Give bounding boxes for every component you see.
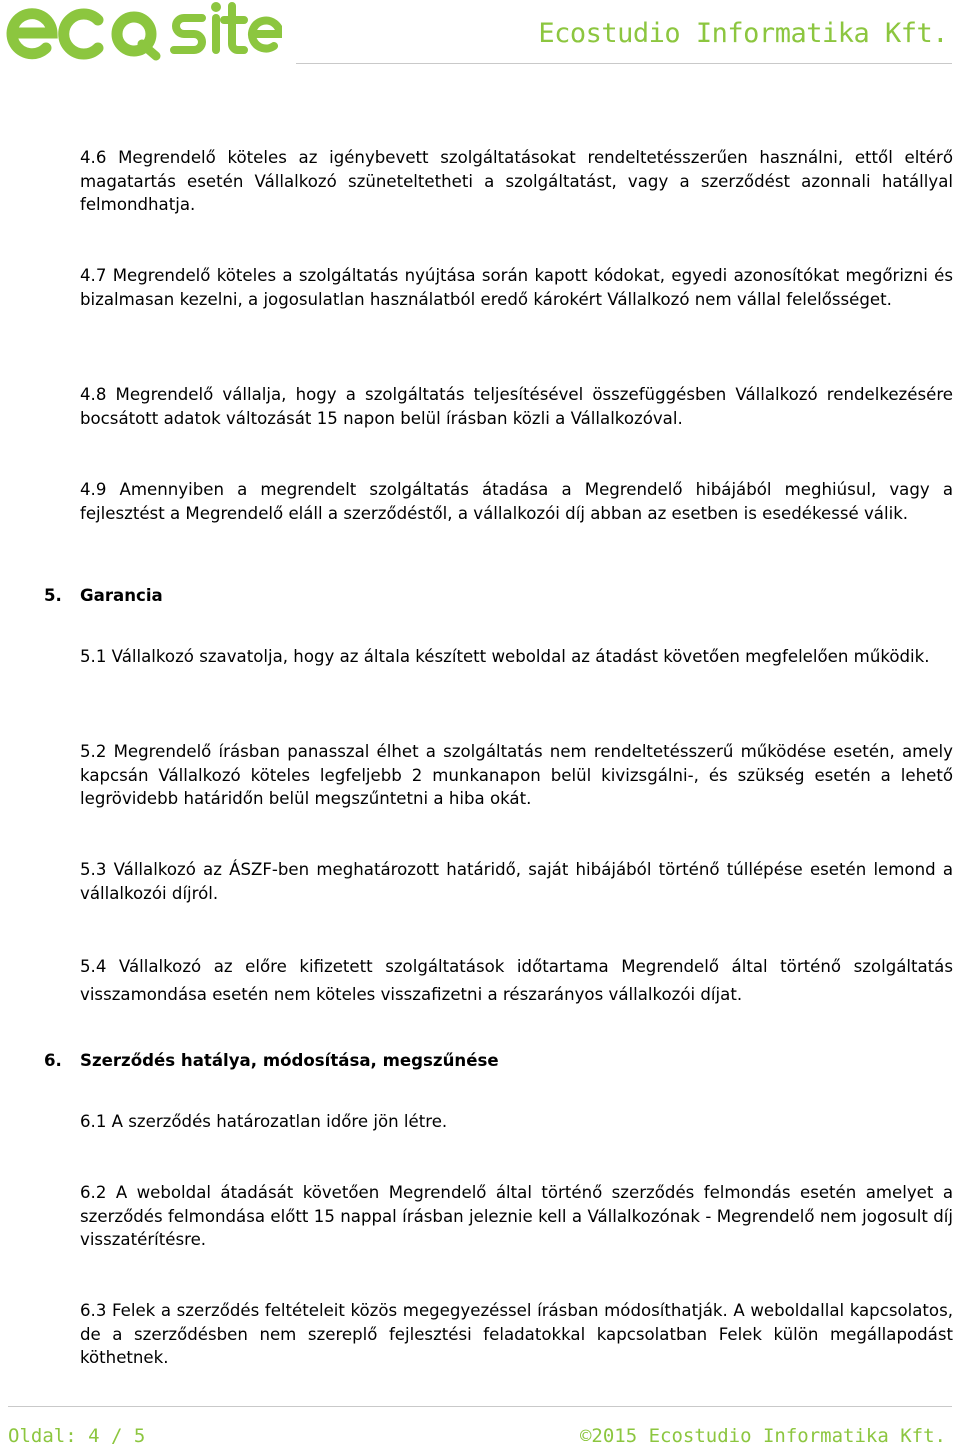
- paragraph-5-4: 5.4 Vállalkozó az előre kifizetett szolgáltatások időtartama Megrendelő által történő szolgáltatás visszamondása esetén nem köteles visszafizetni a részarányos vállalkozói díjat.: [80, 957, 953, 1004]
- page-footer: [0, 1398, 960, 1454]
- ecosite-logo: [6, 0, 282, 62]
- header-divider: [296, 63, 952, 64]
- paragraph-5-3: 5.3 Vállalkozó az ÁSZF-ben meghatározott határidő, saját hibájából történő túllépése esetén lemond a vállalkozói díjról.: [80, 860, 953, 903]
- paragraph-5-1: 5.1 Vállalkozó szavatolja, hogy az általa készített weboldal az átadást követően megfelelően működik.: [80, 647, 930, 666]
- paragraph-4-8: 4.8 Megrendelő vállalja, hogy a szolgáltatás teljesítésével összefüggésben Vállalkozó rendelkezésére bocsátott adatok változását 15 napon belül írásban közli a Vállalkozóval.: [80, 385, 953, 428]
- section-title: Garancia: [80, 586, 163, 605]
- paragraph-6-2: 6.2 A weboldal átadását követően Megrendelő által történő szerződés felmondás esetén amelyet a szerződés felmondása előtt 15 nappal írásban jeleznie kell a Vállalkozónak - Megrendelő nem jogosult díj visszatérítésre.: [80, 1183, 953, 1249]
- paragraph-6-3: 6.3 Felek a szerződés feltételeit közös megegyezéssel írásban módosíthatják. A weboldallal kapcsolatos, de a szerződésben nem szereplő fejlesztési feladatokkal kapcsolatban Felek külön megállapodást köthetnek.: [80, 1301, 953, 1367]
- footer-divider: [8, 1406, 952, 1407]
- page-number: Oldal: 4 / 5: [8, 1425, 146, 1447]
- paragraph-4-6: 4.6 Megrendelő köteles az igénybevett szolgáltatásokat rendeltetésszerűen használni, ettől eltérő magatartás esetén Vállalkozó szüneteltetheti a szolgáltatást, vagy a szerződést azonnali hatállyal felmondhatja.: [80, 148, 953, 214]
- paragraph-4-7: 4.7 Megrendelő köteles a szolgáltatás nyújtása során kapott kódokat, egyedi azonosítókat megőrizni és bizalmasan kezelni, a jogosulatlan használatból eredő károkért Vállalkozó nem vállal felelősséget.: [80, 266, 953, 309]
- paragraph-6-1: 6.1 A szerződés határozatlan időre jön létre.: [80, 1112, 448, 1131]
- company-name: Ecostudio Informatika Kft.: [538, 18, 948, 49]
- paragraph-5-2: 5.2 Megrendelő írásban panasszal élhet a szolgáltatás nem rendeltetésszerű működése esetén, amely kapcsán Vállalkozó köteles legfeljebb 2 munkanapon belül kivizsgálni-, és szükség esetén a lehető legrövidebb határidőn belül megszűntetni a hiba okát.: [80, 742, 953, 808]
- section-heading-5: [44, 584, 163, 608]
- section-number: 6.: [44, 1051, 62, 1070]
- section-title: Szerződés hatálya, módosítása, megszűnése: [80, 1051, 499, 1070]
- page-header: [0, 0, 960, 70]
- section-heading-6: [44, 1049, 499, 1073]
- paragraph-4-9: 4.9 Amennyiben a megrendelt szolgáltatás átadása a Megrendelő hibájából meghiúsul, vagy a fejlesztést a Megrendelő eláll a szerződéstől, a vállalkozói díj abban az esetben is esedékessé válik.: [80, 480, 953, 523]
- copyright-notice: ©2015 Ecostudio Informatika Kft.: [579, 1425, 946, 1447]
- section-number: 5.: [44, 586, 62, 605]
